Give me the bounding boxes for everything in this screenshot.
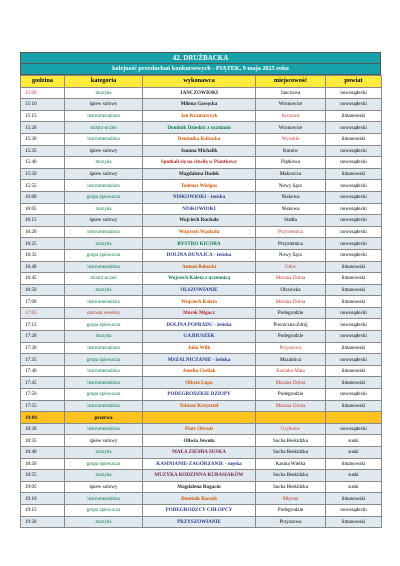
performer-cell: Julia Wilk xyxy=(143,342,256,354)
category-cell: instrumentalista xyxy=(65,365,143,377)
time-cell: 15:30 xyxy=(21,133,65,145)
county-cell: nowosądecki xyxy=(326,249,382,261)
county-cell: limanowski xyxy=(326,400,382,412)
performer-cell: Spotkali się na chwilę w Piontkowy xyxy=(143,157,256,169)
town-cell: Podegrodzie xyxy=(256,389,326,401)
performer-cell: Dominik Raczek xyxy=(143,493,256,505)
performer-cell: MAŁA ZIEMIA SUSKA xyxy=(143,447,256,459)
time-cell: 17:15 xyxy=(21,319,65,331)
table-row xyxy=(21,87,382,99)
county-cell: suski xyxy=(326,481,382,493)
time-cell: 16:45 xyxy=(21,273,65,285)
town-cell: Sucha Beskidzka xyxy=(256,481,326,493)
county-cell: limanowski xyxy=(326,273,382,285)
time-cell: 16:25 xyxy=(21,238,65,250)
county-cell xyxy=(326,412,382,424)
performer-cell: GAJDUSZEK xyxy=(143,331,256,343)
county-cell: limanowski xyxy=(326,296,382,308)
performer-cell: DOLINA DUNAJCA - żeńska xyxy=(143,249,256,261)
performer-cell: Wojciech Wąchała xyxy=(143,226,256,238)
table-row xyxy=(21,319,382,331)
time-cell: 17:05 xyxy=(21,307,65,319)
table-row xyxy=(21,377,382,389)
town-cell: Kunów xyxy=(256,145,326,157)
table-row xyxy=(21,423,382,435)
town-cell: Piątkowa xyxy=(256,157,326,169)
table-row xyxy=(21,273,382,285)
county-cell: limanowski xyxy=(326,133,382,145)
table-row xyxy=(21,307,382,319)
performer-cell: NISKOWIOKI xyxy=(143,203,256,215)
performer-cell: Tobiasz Krzysztof xyxy=(143,400,256,412)
category-cell: instrumentalista xyxy=(65,261,143,273)
town-cell: Kasinka Mała xyxy=(256,365,326,377)
table-row xyxy=(21,481,382,493)
county-cell: nowosądecki xyxy=(326,226,382,238)
time-cell: 16:35 xyxy=(21,249,65,261)
county-cell: limanowski xyxy=(326,284,382,296)
town-cell: Stadła xyxy=(256,215,326,227)
table-row xyxy=(21,157,382,169)
category-cell: muzyka xyxy=(65,87,143,99)
time-cell: 19:05 xyxy=(21,481,65,493)
town-cell: Wronowice xyxy=(256,99,326,111)
category-cell: muzyka xyxy=(65,238,143,250)
event-subtitle: kolejność przesłuchań konkursowych - PIĄTEK, 9 maja 2025 roku xyxy=(20,63,381,75)
town-cell: Przysietnica xyxy=(256,226,326,238)
town-cell: Mszana Dolna xyxy=(256,296,326,308)
county-cell: nowosądecki xyxy=(326,203,382,215)
category-cell: grupa śpiewacza xyxy=(65,191,143,203)
time-cell: 18:40 xyxy=(21,447,65,459)
table-row xyxy=(21,296,382,308)
performer-cell: MUZYKA RODZINNA KUBASIAKÓW xyxy=(143,470,256,482)
performer-cell: Antoni Bekucki xyxy=(143,261,256,273)
table-row xyxy=(21,342,382,354)
town-cell: Janczowa xyxy=(256,87,326,99)
time-cell: 17:45 xyxy=(21,377,65,389)
county-cell: nowosądecki xyxy=(326,145,382,157)
performer-cell: Milena Gawęcka xyxy=(143,99,256,111)
category-cell: śpiew solowy xyxy=(65,168,143,180)
performer-cell: Wojciech Ruchała xyxy=(143,215,256,227)
category-cell: instrumentalista xyxy=(65,423,143,435)
county-cell: limanowski xyxy=(326,458,382,470)
column-header-town: miejscowość xyxy=(256,76,326,88)
performer-cell: Magdalena Dudek xyxy=(143,168,256,180)
county-cell: limanowski xyxy=(326,261,382,273)
county-cell: nowosądecki xyxy=(326,319,382,331)
performer-cell: Dominika Kubacka xyxy=(143,133,256,145)
table-row xyxy=(21,365,382,377)
schedule-sheet xyxy=(20,52,381,528)
performer-cell: Jan Kramarczyk xyxy=(143,110,256,122)
table-row xyxy=(21,493,382,505)
category-cell: grupa śpiewacza xyxy=(65,249,143,261)
time-cell: 17:40 xyxy=(21,365,65,377)
category-cell: grupa śpiewacza xyxy=(65,389,143,401)
performer-cell: Oliwia Jewuła xyxy=(143,435,256,447)
town-cell: Nowy Sącz xyxy=(256,249,326,261)
table-row xyxy=(21,238,382,250)
time-cell: 17:55 xyxy=(21,400,65,412)
category-cell: muzyka xyxy=(65,470,143,482)
town-cell: Podegrodzie xyxy=(256,331,326,343)
time-cell: 17:50 xyxy=(21,389,65,401)
performer-cell: OLSZOWIANIE xyxy=(143,284,256,296)
county-cell: limanowski xyxy=(326,493,382,505)
category-cell: grupa śpiewacza xyxy=(65,319,143,331)
county-cell: nowosądecki xyxy=(326,122,382,134)
county-cell: suski xyxy=(326,447,382,459)
county-cell: nowosądecki xyxy=(326,504,382,516)
category-cell: śpiew solowy xyxy=(65,215,143,227)
performer-cell: PODEGRODZKIE DZIOPY xyxy=(143,389,256,401)
category-cell: grupa śpiewacza xyxy=(65,504,143,516)
category-cell: śpiew solowy xyxy=(65,145,143,157)
table-row xyxy=(21,203,382,215)
category-cell: instrumentalista xyxy=(65,180,143,192)
county-cell: nowosądecki xyxy=(326,354,382,366)
break-row xyxy=(21,412,382,424)
town-cell: Szczawa xyxy=(256,110,326,122)
county-cell: nowosądecki xyxy=(326,423,382,435)
table-row xyxy=(21,99,382,111)
table-row xyxy=(21,180,382,192)
table-row xyxy=(21,261,382,273)
performer-cell: DOLINA POPRADU - żeńska xyxy=(143,319,256,331)
time-cell: 19:20 xyxy=(21,516,65,528)
table-row xyxy=(21,284,382,296)
county-cell: limanowski xyxy=(326,110,382,122)
time-cell: 19:10 xyxy=(21,493,65,505)
time-cell: 18:30 xyxy=(21,423,65,435)
performer-cell: PODEGRODZCY CHŁOPCY xyxy=(143,504,256,516)
table-row xyxy=(21,389,382,401)
town-cell: Sucha Beskidzka xyxy=(256,447,326,459)
category-cell: instrumentalista xyxy=(65,342,143,354)
table-row xyxy=(21,249,382,261)
category-cell: instrumentalista xyxy=(65,400,143,412)
performer-cell xyxy=(143,412,256,424)
table-row xyxy=(21,504,382,516)
county-cell: limanowski xyxy=(326,365,382,377)
time-cell: 18:35 xyxy=(21,435,65,447)
performer-cell: MSZALNICZANIE - żeńska xyxy=(143,354,256,366)
category-cell: śpiew solowy xyxy=(65,481,143,493)
town-cell: Nowy Sącz xyxy=(256,180,326,192)
county-cell: nowosądecki xyxy=(326,180,382,192)
time-cell: 16:50 xyxy=(21,284,65,296)
time-cell: 18:55 xyxy=(21,470,65,482)
table-row xyxy=(21,331,382,343)
town-cell: Sucha Beskidzka xyxy=(256,470,326,482)
town-cell: Mszana Górna xyxy=(256,400,326,412)
category-cell: mistrz-uczeń xyxy=(65,122,143,134)
performer-cell: Wojciech Kaleta z uczennicą xyxy=(143,273,256,285)
table-row xyxy=(21,145,382,157)
time-cell: 15:00 xyxy=(21,87,65,99)
county-cell: nowosądecki xyxy=(326,307,382,319)
town-cell: Wysokie xyxy=(256,133,326,145)
time-cell: 15:35 xyxy=(21,145,65,157)
category-cell: przerwa xyxy=(65,412,143,424)
performer-cell: NISKOWIOKI - żeńska xyxy=(143,191,256,203)
county-cell: nowosądecki xyxy=(326,99,382,111)
category-cell: muzyka xyxy=(65,331,143,343)
county-cell: limanowski xyxy=(326,342,382,354)
town-cell: Mszalnica xyxy=(256,354,326,366)
category-cell: muzyka xyxy=(65,284,143,296)
town-cell: Przyszowa xyxy=(256,516,326,528)
county-cell: nowosądecki xyxy=(326,191,382,203)
category-cell: grupa śpiewacza xyxy=(65,458,143,470)
time-cell: 17:00 xyxy=(21,296,65,308)
town-cell: Młynne xyxy=(256,493,326,505)
category-cell: muzyka xyxy=(65,157,143,169)
time-cell: 17:35 xyxy=(21,354,65,366)
county-cell: suski xyxy=(326,470,382,482)
table-row xyxy=(21,470,382,482)
table-row xyxy=(21,354,382,366)
county-cell: suski xyxy=(326,435,382,447)
table-row xyxy=(21,191,382,203)
county-cell: nowosądecki xyxy=(326,331,382,343)
town-cell: Mszana Dolna xyxy=(256,377,326,389)
category-cell: starosta weselny xyxy=(65,307,143,319)
performer-cell: Amelia Cieślak xyxy=(143,365,256,377)
table-row xyxy=(21,226,382,238)
category-cell: instrumentalista xyxy=(65,110,143,122)
county-cell: nowosądecki xyxy=(326,215,382,227)
town-cell: Głów xyxy=(256,261,326,273)
time-cell: 15:40 xyxy=(21,157,65,169)
performer-cell: Magdalena Rogacin xyxy=(143,481,256,493)
table-row xyxy=(21,110,382,122)
category-cell: instrumentalista xyxy=(65,377,143,389)
performer-cell: KASINIANIE-ZAGÓRZANIE - męska xyxy=(143,458,256,470)
column-header-category: kategoria xyxy=(65,76,143,88)
town-cell: Makowica xyxy=(256,168,326,180)
town-cell: Niskowa xyxy=(256,191,326,203)
town-cell: Przysietnica xyxy=(256,238,326,250)
category-cell: muzyka xyxy=(65,203,143,215)
town-cell: Podegrodzie xyxy=(256,307,326,319)
county-cell: limanowski xyxy=(326,516,382,528)
table-row xyxy=(21,168,382,180)
category-cell: grupa śpiewacza xyxy=(65,354,143,366)
category-cell: instrumentalista xyxy=(65,226,143,238)
town-cell: Niskowa xyxy=(256,203,326,215)
performer-cell: Tadeusz Wielgus xyxy=(143,180,256,192)
table-row xyxy=(21,458,382,470)
time-cell: 19:15 xyxy=(21,504,65,516)
county-cell: limanowski xyxy=(326,377,382,389)
schedule-rows xyxy=(21,87,382,528)
county-cell: nowosądecki xyxy=(326,87,382,99)
town-cell: Wronowice xyxy=(256,122,326,134)
performer-cell: Piotr Obrzut xyxy=(143,423,256,435)
category-cell: instrumentalista xyxy=(65,133,143,145)
category-cell: muzyka xyxy=(65,516,143,528)
column-header-performer: wykonawca xyxy=(143,76,256,88)
category-cell: śpiew solowy xyxy=(65,435,143,447)
performer-cell: Oliwia Lupa xyxy=(143,377,256,389)
category-cell: mistrz-uczeń xyxy=(65,273,143,285)
time-cell: 17:30 xyxy=(21,342,65,354)
town-cell: Przyszowa xyxy=(256,342,326,354)
table-row xyxy=(21,215,382,227)
performer-cell: Joanna Michalik xyxy=(143,145,256,157)
town-cell xyxy=(256,412,326,424)
time-cell: 17:20 xyxy=(21,331,65,343)
time-cell: 18:50 xyxy=(21,458,65,470)
table-row xyxy=(21,435,382,447)
time-cell: 16:40 xyxy=(21,261,65,273)
town-cell: Gryboów xyxy=(256,423,326,435)
town-cell: Olszówka xyxy=(256,284,326,296)
town-cell: Kasina Wielka xyxy=(256,458,326,470)
performer-cell: Dominik Dziedzic z uczniami xyxy=(143,122,256,134)
county-cell: nowosądecki xyxy=(326,389,382,401)
performer-cell: JANCZOWIOKI xyxy=(143,87,256,99)
time-cell: 18:00 xyxy=(21,412,65,424)
time-cell: 15:15 xyxy=(21,110,65,122)
column-header-row xyxy=(21,76,382,88)
county-cell: nowosądecki xyxy=(326,238,382,250)
event-title: 42. DRUŻBACKA xyxy=(20,52,381,63)
town-cell: Mszana Dolna xyxy=(256,273,326,285)
time-cell: 15:10 xyxy=(21,99,65,111)
county-cell: limanowski xyxy=(326,168,382,180)
table-row xyxy=(21,400,382,412)
time-cell: 16:00 xyxy=(21,191,65,203)
category-cell: śpiew solowy xyxy=(65,99,143,111)
table-row xyxy=(21,447,382,459)
time-cell: 16:20 xyxy=(21,226,65,238)
category-cell: instrumentalista xyxy=(65,493,143,505)
town-cell: Podegrodzie xyxy=(256,504,326,516)
category-cell: instrumentalista xyxy=(65,296,143,308)
table-row xyxy=(21,122,382,134)
column-header-time: godzina xyxy=(21,76,65,88)
town-cell: Piwniczna-Zdrój xyxy=(256,319,326,331)
performer-cell: Wojciech Kaleta xyxy=(143,296,256,308)
town-cell: Sucha Beskidzka xyxy=(256,435,326,447)
schedule-table xyxy=(20,75,382,528)
column-header-county: powiat xyxy=(326,76,382,88)
time-cell: 16:15 xyxy=(21,215,65,227)
category-cell: muzyka xyxy=(65,447,143,459)
time-cell: 15:50 xyxy=(21,168,65,180)
performer-cell: BYSTRO KICORA xyxy=(143,238,256,250)
time-cell: 15:20 xyxy=(21,122,65,134)
time-cell: 16:05 xyxy=(21,203,65,215)
table-row xyxy=(21,133,382,145)
performer-cell: PRZYSZOWIANIE xyxy=(143,516,256,528)
time-cell: 15:55 xyxy=(21,180,65,192)
county-cell: nowosądecki xyxy=(326,157,382,169)
performer-cell: Marek Migacz xyxy=(143,307,256,319)
table-row xyxy=(21,516,382,528)
